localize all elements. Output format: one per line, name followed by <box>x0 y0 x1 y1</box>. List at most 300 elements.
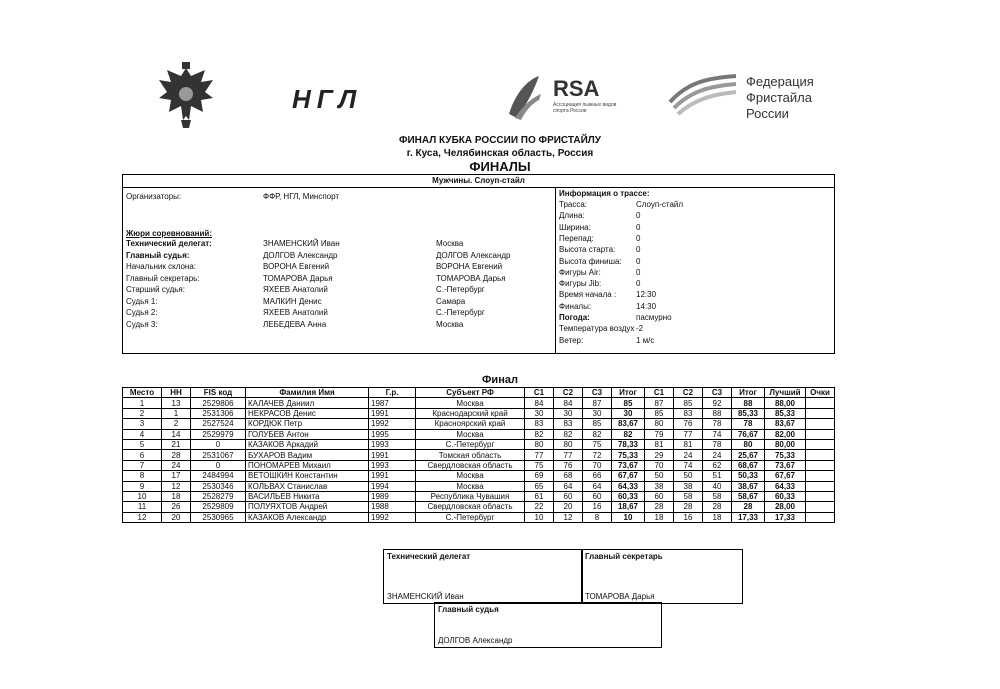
jury-name: ЛЕБЕДЕВА Анна <box>263 319 327 329</box>
result-cell: 50 <box>674 471 703 481</box>
result-cell: 1992 <box>369 419 416 429</box>
col-header: C3 <box>583 388 612 398</box>
result-cell: 2528279 <box>191 491 246 501</box>
result-cell: 58,67 <box>732 491 765 501</box>
jury-city: Самара <box>436 296 466 306</box>
result-cell: 1 <box>123 398 162 408</box>
final-title: Финал <box>482 374 518 386</box>
result-cell: 1993 <box>369 439 416 449</box>
result-cell: 28 <box>703 502 732 512</box>
result-cell: 1 <box>162 408 191 418</box>
course-key: Финалы: <box>559 301 592 311</box>
col-header: Очки <box>806 388 835 398</box>
result-cell: 2531067 <box>191 450 246 460</box>
result-cell: 14 <box>162 429 191 439</box>
result-cell: ПОНОМАРЕВ Михаил <box>246 460 369 470</box>
result-cell: 78 <box>703 419 732 429</box>
result-cell: 2530965 <box>191 512 246 522</box>
col-header: C1 <box>645 388 674 398</box>
result-cell: 50 <box>645 471 674 481</box>
result-cell: 60,33 <box>612 491 645 501</box>
col-header: Итог <box>732 388 765 398</box>
result-cell: 85 <box>645 408 674 418</box>
result-cell: 4 <box>123 429 162 439</box>
result-cell: 13 <box>162 398 191 408</box>
result-cell: 85 <box>674 398 703 408</box>
result-cell: 88,00 <box>765 398 806 408</box>
logo-row <box>0 62 1000 132</box>
result-cell: 50,33 <box>732 471 765 481</box>
result-cell: Свердловская область <box>416 460 525 470</box>
result-cell: 9 <box>123 481 162 491</box>
result-cell: 40 <box>703 481 732 491</box>
result-cell: 30 <box>554 408 583 418</box>
result-cell: 80 <box>525 439 554 449</box>
col-header: C3 <box>703 388 732 398</box>
result-cell: С.-Петербург <box>416 512 525 522</box>
course-value: 0 <box>636 279 641 289</box>
course-value: 0 <box>636 211 641 221</box>
result-cell: 18,67 <box>612 502 645 512</box>
table-row <box>123 439 835 449</box>
result-cell: 18 <box>703 512 732 522</box>
result-cell: 72 <box>583 450 612 460</box>
result-cell: 6 <box>123 450 162 460</box>
tech-delegate-name: ЗНАМЕНСКИЙ Иван <box>387 592 464 601</box>
result-cell: 70 <box>645 460 674 470</box>
jury-city: ВОРОНА Евгений <box>436 262 503 271</box>
table-row <box>123 471 835 481</box>
result-cell <box>806 512 835 522</box>
col-header: Место <box>123 388 162 398</box>
result-cell: 28 <box>674 502 703 512</box>
course-value: 14:30 <box>636 301 657 311</box>
course-key: Фигуры Jib: <box>559 279 602 289</box>
course-key: Ширина: <box>559 222 591 232</box>
jury-role: Технический делегат: <box>126 239 212 248</box>
col-header: Лучший <box>765 388 806 398</box>
result-cell: 1991 <box>369 450 416 460</box>
result-cell: 73,67 <box>765 460 806 470</box>
result-cell: Республика Чувашия <box>416 491 525 501</box>
result-cell: 0 <box>191 439 246 449</box>
jury-role: Судья 2: <box>126 308 158 317</box>
result-cell: 76,67 <box>732 429 765 439</box>
result-cell: 18 <box>162 491 191 501</box>
result-cell: 80 <box>554 439 583 449</box>
result-cell: 67,67 <box>612 471 645 481</box>
jury-city: ТОМАРОВА Дарья <box>436 273 506 283</box>
results-table <box>122 387 835 523</box>
course-value: 1 м/с <box>636 335 655 345</box>
result-cell: КОЛЬВАХ Станислав <box>246 481 369 491</box>
results-body <box>123 398 835 523</box>
result-cell: 2529806 <box>191 398 246 408</box>
result-cell: 83,67 <box>765 419 806 429</box>
competition-location: г. Куса, Челябинская область, Россия <box>406 148 594 159</box>
result-cell: 75 <box>525 460 554 470</box>
result-cell: Москва <box>416 429 525 439</box>
result-cell: 82,00 <box>765 429 806 439</box>
result-cell: 1991 <box>369 408 416 418</box>
result-cell: 75,33 <box>765 450 806 460</box>
course-key: Фигуры Air: <box>559 267 601 277</box>
result-cell: 2527524 <box>191 419 246 429</box>
course-value: 12:30 <box>636 290 657 300</box>
result-cell: 5 <box>123 439 162 449</box>
result-cell: 12 <box>162 481 191 491</box>
result-cell: 83 <box>674 408 703 418</box>
result-cell: 10 <box>612 512 645 522</box>
result-cell: 24 <box>703 450 732 460</box>
ffr-line-3: России <box>746 106 789 121</box>
ffr-line-1: Федерация <box>746 74 814 89</box>
course-value: 0 <box>636 233 641 243</box>
result-cell: 22 <box>525 502 554 512</box>
result-cell: 74 <box>674 460 703 470</box>
course-key: Температура воздух <box>559 324 635 334</box>
course-value: -2 <box>636 324 644 334</box>
col-header: C2 <box>674 388 703 398</box>
result-cell: 62 <box>703 460 732 470</box>
course-value: 0 <box>636 222 641 232</box>
result-cell: 83 <box>525 419 554 429</box>
result-cell: 81 <box>674 439 703 449</box>
competition-title: ФИНАЛ КУБКА РОССИИ ПО ФРИСТАЙЛУ <box>398 135 602 146</box>
rsa-mark-icon <box>505 74 543 120</box>
result-cell: ПОЛУЯХТОВ Андрей <box>246 502 369 512</box>
result-cell: КАЗАКОВ Александр <box>246 512 369 522</box>
result-cell: 67,67 <box>765 471 806 481</box>
result-cell: 82 <box>554 429 583 439</box>
jury-city: ДОЛГОВ Александр <box>436 250 511 260</box>
result-cell: 58 <box>703 491 732 501</box>
col-header: FIS код <box>191 388 246 398</box>
jury-role: Главный судья: <box>126 250 190 260</box>
result-cell: 1987 <box>369 398 416 408</box>
col-header: C1 <box>525 388 554 398</box>
course-value: пасмурно <box>636 313 672 322</box>
result-cell: ВЕТОШКИН Константин <box>246 471 369 481</box>
result-cell: 16 <box>583 502 612 512</box>
event-title: Мужчины. Слоуп-стайл <box>123 175 834 188</box>
result-cell: КАЗАКОВ Аркадий <box>246 439 369 449</box>
jury-label: Жюри соревнований: <box>126 229 212 238</box>
result-cell: 82 <box>583 429 612 439</box>
result-cell: 68 <box>554 471 583 481</box>
result-cell: 20 <box>554 502 583 512</box>
result-cell: 12 <box>123 512 162 522</box>
result-cell: 28 <box>162 450 191 460</box>
result-cell: НЕКРАСОВ Денис <box>246 408 369 418</box>
result-cell: 30 <box>583 408 612 418</box>
result-cell: 69 <box>525 471 554 481</box>
result-cell: 2529809 <box>191 502 246 512</box>
jury-name: МАЛКИН Денис <box>263 296 322 306</box>
result-cell: 88 <box>703 408 732 418</box>
result-cell: 2531306 <box>191 408 246 418</box>
result-cell: 80,00 <box>765 439 806 449</box>
jury-city: Москва <box>436 319 464 329</box>
table-row <box>123 512 835 522</box>
result-cell: 17,33 <box>765 512 806 522</box>
result-cell: Москва <box>416 398 525 408</box>
result-cell: 38,67 <box>732 481 765 491</box>
result-cell: 26 <box>162 502 191 512</box>
result-cell: 85,33 <box>765 408 806 418</box>
course-value: 0 <box>636 245 641 255</box>
results-header-row <box>123 388 835 398</box>
col-header: C2 <box>554 388 583 398</box>
jury-role: Судья 1: <box>126 296 158 306</box>
signature-chief-judge <box>434 602 662 648</box>
result-cell <box>806 502 835 512</box>
result-cell: ГОЛУБЕВ Антон <box>246 429 369 439</box>
result-cell: 28,00 <box>765 502 806 512</box>
result-cell: БУХАРОВ Вадим <box>246 450 369 460</box>
course-key: Высота старта: <box>559 245 616 255</box>
result-cell: 83,67 <box>612 419 645 429</box>
course-value: 0 <box>636 267 641 277</box>
result-cell <box>806 419 835 429</box>
result-cell <box>806 481 835 491</box>
result-cell: 77 <box>525 450 554 460</box>
result-cell: С.-Петербург <box>416 439 525 449</box>
result-cell: 68,67 <box>732 460 765 470</box>
result-cell: 60 <box>645 491 674 501</box>
russian-eagle-logo <box>155 62 217 128</box>
result-cell: 1992 <box>369 512 416 522</box>
result-cell <box>806 429 835 439</box>
jury-role: Начальник склона: <box>126 262 196 271</box>
stage-title: ФИНАЛЫ <box>469 159 531 174</box>
result-cell: 70 <box>583 460 612 470</box>
table-row <box>123 398 835 408</box>
result-cell: 2484994 <box>191 471 246 481</box>
course-value: Слоуп-стайл <box>636 200 684 209</box>
jury-name: ДОЛГОВ Александр <box>263 250 338 260</box>
result-cell: Москва <box>416 481 525 491</box>
result-cell: Красноярский край <box>416 419 525 429</box>
result-cell: 80 <box>645 419 674 429</box>
jury-name: ЗНАМЕНСКИЙ Иван <box>263 239 340 248</box>
info-box <box>122 174 835 354</box>
result-cell: 75 <box>583 439 612 449</box>
result-cell: 88 <box>732 398 765 408</box>
ffr-text <box>746 74 814 122</box>
result-cell: 79 <box>645 429 674 439</box>
result-cell <box>806 450 835 460</box>
course-info <box>555 187 835 353</box>
result-cell: 78 <box>703 439 732 449</box>
result-cell: 82 <box>612 429 645 439</box>
result-cell: Свердловская область <box>416 502 525 512</box>
ffr-logo <box>668 72 828 122</box>
chief-judge-label: Главный судья <box>438 605 499 614</box>
signature-chief-secretary <box>581 549 743 604</box>
ffr-wave-icon <box>668 72 738 120</box>
table-row <box>123 481 835 491</box>
result-cell: 73,67 <box>612 460 645 470</box>
chief-secretary-label: Главный секретарь <box>585 552 663 561</box>
jury-city: Москва <box>436 239 464 248</box>
result-cell: 64 <box>554 481 583 491</box>
result-cell: 84 <box>525 398 554 408</box>
result-cell: 17 <box>162 471 191 481</box>
table-row <box>123 408 835 418</box>
result-cell: 7 <box>123 460 162 470</box>
result-cell: 16 <box>674 512 703 522</box>
rsa-subtitle: Ассоциация лыжных видов спорта России <box>553 102 617 114</box>
result-cell: 2 <box>123 408 162 418</box>
col-header: Итог <box>612 388 645 398</box>
result-cell: 30 <box>525 408 554 418</box>
col-header: Субъект РФ <box>416 388 525 398</box>
result-cell: 1988 <box>369 502 416 512</box>
col-header: Фамилия Имя <box>246 388 369 398</box>
result-cell: 28 <box>645 502 674 512</box>
result-cell: КАЛАЧЕВ Даниил <box>246 398 369 408</box>
result-cell: 83 <box>554 419 583 429</box>
result-cell: 51 <box>703 471 732 481</box>
result-cell: 64,33 <box>612 481 645 491</box>
result-cell: 24 <box>162 460 191 470</box>
result-cell: Томская область <box>416 450 525 460</box>
jury-role: Старший судья: <box>126 285 185 294</box>
rsa-logo <box>505 74 625 124</box>
result-cell: 11 <box>123 502 162 512</box>
result-cell: 61 <box>525 491 554 501</box>
result-cell: 10 <box>123 491 162 501</box>
table-row <box>123 491 835 501</box>
result-cell: 85 <box>612 398 645 408</box>
result-cell: 77 <box>674 429 703 439</box>
result-cell: 38 <box>645 481 674 491</box>
ngl-logo-text: НГЛ <box>292 84 363 114</box>
result-cell: 20 <box>162 512 191 522</box>
result-cell: 65 <box>525 481 554 491</box>
result-cell: 30 <box>612 408 645 418</box>
chief-judge-name: ДОЛГОВ Александр <box>438 636 513 645</box>
result-cell: 3 <box>123 419 162 429</box>
result-cell: 60 <box>583 491 612 501</box>
result-cell: 24 <box>674 450 703 460</box>
jury-name: ЯХЕЕВ Анатолий <box>263 285 328 294</box>
result-cell: 66 <box>583 471 612 481</box>
course-key: Время начала : <box>559 290 617 300</box>
result-cell: 64 <box>583 481 612 491</box>
chief-secretary-name: ТОМАРОВА Дарья <box>585 592 655 601</box>
result-cell: 58 <box>674 491 703 501</box>
result-cell: 78 <box>732 419 765 429</box>
result-cell: 18 <box>645 512 674 522</box>
organizers-value: ФФР, НГЛ, Минспорт <box>263 192 340 201</box>
result-cell: 77 <box>554 450 583 460</box>
result-cell: 8 <box>583 512 612 522</box>
signature-tech-delegate <box>383 549 583 604</box>
result-cell: 1993 <box>369 460 416 470</box>
result-cell: КОРДЮК Петр <box>246 419 369 429</box>
result-cell <box>806 471 835 481</box>
result-cell: 17,33 <box>732 512 765 522</box>
col-header: НН <box>162 388 191 398</box>
result-cell <box>806 408 835 418</box>
result-cell: 87 <box>645 398 674 408</box>
result-cell: 81 <box>645 439 674 449</box>
result-cell: 21 <box>162 439 191 449</box>
course-key: Трасса: <box>559 200 588 209</box>
result-cell: 28 <box>732 502 765 512</box>
rsa-title: RSA <box>553 76 600 101</box>
result-cell: 64,33 <box>765 481 806 491</box>
jury-name: ЯХЕЕВ Анатолий <box>263 308 328 317</box>
result-cell: 75,33 <box>612 450 645 460</box>
result-cell: 2529979 <box>191 429 246 439</box>
organizers-label: Организаторы: <box>126 192 182 201</box>
result-cell: 0 <box>191 460 246 470</box>
table-row <box>123 419 835 429</box>
result-cell: 76 <box>554 460 583 470</box>
jury-city: С.-Петербург <box>436 308 485 317</box>
table-row <box>123 429 835 439</box>
result-cell: 82 <box>525 429 554 439</box>
ffr-line-2: Фристайла <box>746 90 812 105</box>
course-title: Информация о трассе: <box>559 189 650 198</box>
result-cell: 38 <box>674 481 703 491</box>
result-cell: 12 <box>554 512 583 522</box>
result-cell: 85 <box>583 419 612 429</box>
result-cell <box>806 491 835 501</box>
ngl-logo <box>292 80 382 120</box>
result-cell: ВАСИЛЬЕВ Никита <box>246 491 369 501</box>
jury-name: ВОРОНА Евгений <box>263 262 330 271</box>
course-key: Высота финиша: <box>559 256 622 266</box>
jury-role: Главный секретарь: <box>126 273 200 283</box>
result-cell: 76 <box>674 419 703 429</box>
result-cell: 87 <box>583 398 612 408</box>
course-value: 0 <box>636 256 641 266</box>
result-cell <box>806 439 835 449</box>
result-cell: 78,33 <box>612 439 645 449</box>
result-cell: 25,67 <box>732 450 765 460</box>
result-cell: 29 <box>645 450 674 460</box>
result-cell: 92 <box>703 398 732 408</box>
result-cell: 74 <box>703 429 732 439</box>
result-cell <box>806 460 835 470</box>
jury-city: С.-Петербург <box>436 285 485 294</box>
result-cell: 85,33 <box>732 408 765 418</box>
tech-delegate-label: Технический делегат <box>387 552 471 561</box>
result-cell: 1995 <box>369 429 416 439</box>
result-cell: 1989 <box>369 491 416 501</box>
result-cell: 10 <box>525 512 554 522</box>
result-cell: Москва <box>416 471 525 481</box>
result-cell: 8 <box>123 471 162 481</box>
course-key: Ветер: <box>559 335 584 345</box>
table-row <box>123 450 835 460</box>
result-cell: 1994 <box>369 481 416 491</box>
result-cell: Краснодарский край <box>416 408 525 418</box>
table-row <box>123 502 835 512</box>
course-key: Перепад: <box>559 233 594 243</box>
result-cell: 60,33 <box>765 491 806 501</box>
result-cell: 2 <box>162 419 191 429</box>
jury-role: Судья 3: <box>126 319 158 329</box>
result-cell: 80 <box>732 439 765 449</box>
result-cell <box>806 398 835 408</box>
col-header: Г.р. <box>369 388 416 398</box>
table-row <box>123 460 835 470</box>
